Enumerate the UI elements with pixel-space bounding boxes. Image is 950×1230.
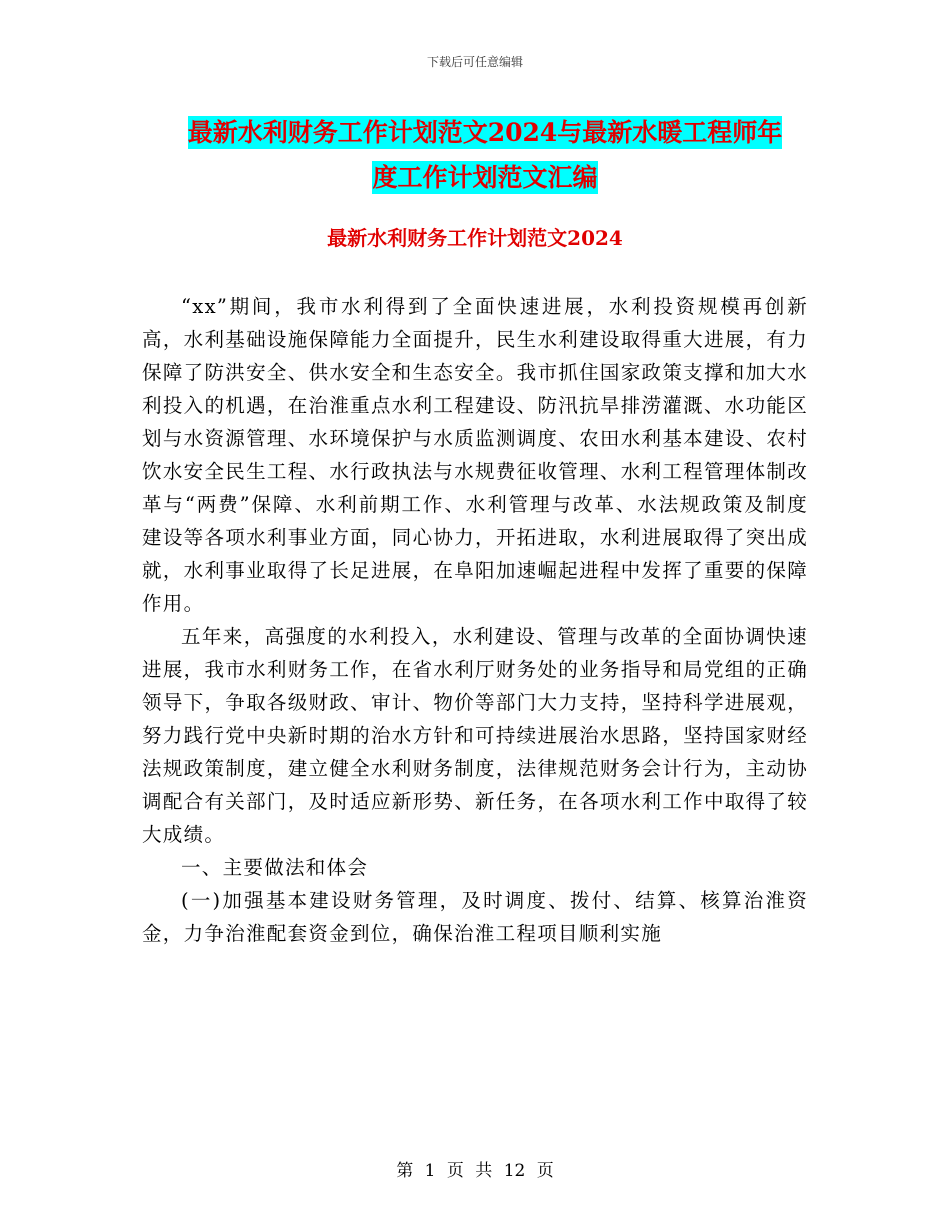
paragraph: 五年来，高强度的水利投入，水利建设、管理与改革的全面协调快速进展，我市水利财务工作，在省水利厅财务处的业务指导和局党组的正确领导下，争取各级财政、审计、物价等部门大力支持，坚持科学进展观，努力践行党中央新时期的治水方针和可持续进展治水思路，坚持国家财经法规政策制度，建立健全水利财务制度，法律规范财务会计行为，主动协调配合有关部门，及时适应新形势、新任务，在各项水利工作中取得了较大成绩。 bbox=[142, 625, 808, 846]
document-body bbox=[142, 290, 808, 950]
header-note: 下载后可任意编辑 bbox=[426, 55, 523, 69]
document-title bbox=[140, 110, 830, 200]
paragraph: “xx”期间，我市水利得到了全面快速进展，水利投资规模再创新高，水利基础设施保障能力全面提升，民生水利建设取得重大进展，有力保障了防洪安全、供水安全和生态安全。我市抓住国家政策支撑和加大水利投入的机遇，在治淮重点水利工程建设、防汛抗旱排涝灌溉、水功能区划与水资源管理、水环境保护与水质监测调度、农田水利基本建设、农村饮水安全民生工程、水行政执法与水规费征收管理、水利工程管理体制改革与“两费”保障、水利前期工作、水利管理与改革、水法规政策及制度建设等各项水利事业方面，同心协力，开拓进取，水利进展取得了突出成就，水利事业取得了长足进展，在阜阳加速崛起进程中发挥了重要的保障作用。 bbox=[142, 295, 808, 615]
page-footer: 第 1 页 共 12 页 bbox=[396, 1161, 554, 1181]
document-title-line1: 最新水利财务工作计划范文2024与最新水暖工程师年 bbox=[187, 118, 783, 147]
document-title-line2: 度工作计划范文汇编 bbox=[372, 163, 598, 192]
paragraph-heading: 一、主要做法和体会 bbox=[181, 856, 369, 879]
paragraph: (一)加强基本建设财务管理，及时调度、拨付、结算、核算治淮资金，力争治淮配套资金到位，确保治淮工程项目顺利实施 bbox=[142, 889, 808, 945]
section-title: 最新水利财务工作计划范文2024 bbox=[327, 226, 623, 250]
